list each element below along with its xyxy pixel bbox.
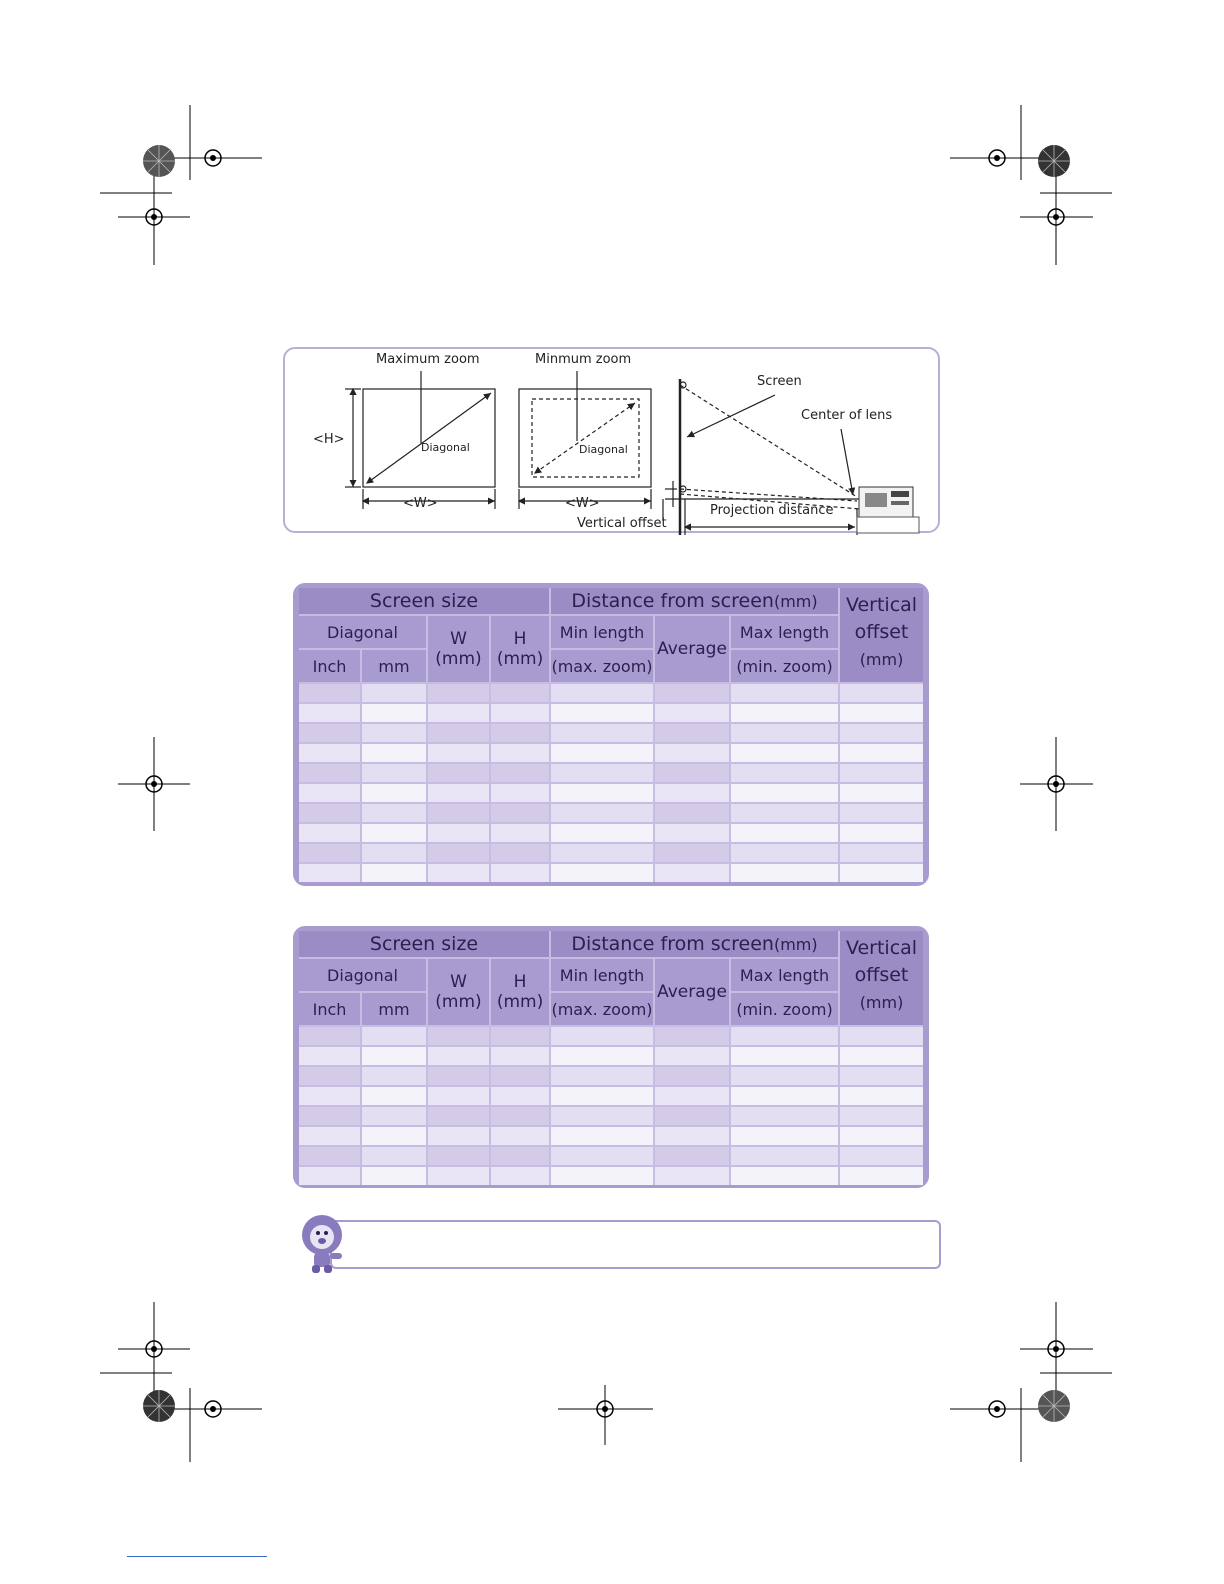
table-cell: [838, 1085, 923, 1105]
table-row: [299, 1145, 923, 1165]
table-cell: [549, 822, 653, 842]
projector-icon: [857, 487, 919, 533]
table-cell: [360, 682, 426, 702]
min-zoom-subheader: (min. zoom): [729, 648, 838, 682]
projection-distance-label: Projection distance: [710, 503, 834, 518]
table-2: [299, 931, 923, 1185]
table-row: [299, 1165, 923, 1185]
table-cell: [360, 842, 426, 862]
table-cell: [360, 782, 426, 802]
table-cell: [489, 722, 549, 742]
table-cell: [729, 1065, 838, 1085]
table-cell: [838, 1125, 923, 1145]
table-cell: [653, 1065, 729, 1085]
min-length-header: Min length: [549, 614, 653, 648]
table-cell: [299, 822, 360, 842]
vertical-offset-header: Vertical offset (mm): [838, 588, 923, 682]
note-box: [330, 1220, 941, 1269]
table-cell: [838, 1105, 923, 1125]
table-cell: [729, 762, 838, 782]
table-cell: [360, 1045, 426, 1065]
table-cell: [838, 682, 923, 702]
table-cell: [838, 1065, 923, 1085]
table-cell: [838, 1025, 923, 1045]
table-cell: [489, 842, 549, 862]
table-cell: [549, 1025, 653, 1045]
table-cell: [360, 802, 426, 822]
table-cell: [838, 722, 923, 742]
height-header: H (mm): [489, 614, 549, 682]
average-header: Average: [653, 957, 729, 1025]
table-row: [299, 862, 923, 882]
table-cell: [299, 742, 360, 762]
width-header: W (mm): [426, 957, 489, 1025]
table-cell: [489, 1165, 549, 1185]
table-cell: [729, 1145, 838, 1165]
table-cell: [360, 1085, 426, 1105]
inch-header: Inch: [299, 991, 360, 1025]
mm-header: mm: [360, 991, 426, 1025]
table-cell: [729, 1165, 838, 1185]
max-length-header: Max length: [729, 614, 838, 648]
projection-diagram-drawing: [285, 349, 942, 535]
table-cell: [838, 802, 923, 822]
table-cell: [299, 1065, 360, 1085]
table-cell: [426, 682, 489, 702]
table-cell: [426, 1105, 489, 1125]
table-row: [299, 762, 923, 782]
table-cell: [360, 1145, 426, 1165]
table-cell: [653, 702, 729, 722]
table-cell: [653, 842, 729, 862]
table-cell: [549, 702, 653, 722]
table-cell: [489, 1045, 549, 1065]
table-cell: [426, 722, 489, 742]
table-cell: [426, 702, 489, 722]
mm-header: mm: [360, 648, 426, 682]
table-cell: [549, 862, 653, 882]
table-cell: [299, 1085, 360, 1105]
table-cell: [838, 782, 923, 802]
table-cell: [360, 722, 426, 742]
table-cell: [549, 802, 653, 822]
table-row: [299, 802, 923, 822]
table-row: [299, 1045, 923, 1065]
diagonal-header: Diagonal: [299, 957, 426, 991]
table-cell: [426, 862, 489, 882]
min-zoom-label: Minmum zoom: [535, 352, 632, 367]
center-of-lens-label: Center of lens: [801, 408, 893, 423]
diagonal-label-min: Diagonal: [579, 443, 628, 456]
table-row: [299, 822, 923, 842]
table-cell: [489, 1025, 549, 1045]
table-cell: [729, 862, 838, 882]
table-cell: [838, 702, 923, 722]
footer-link-underline: [127, 1556, 267, 1557]
table-cell: [426, 822, 489, 842]
table-row: [299, 782, 923, 802]
table-cell: [426, 1065, 489, 1085]
table-cell: [489, 1105, 549, 1125]
table-cell: [653, 1165, 729, 1185]
table-cell: [426, 1125, 489, 1145]
distance-header: Distance from screen(mm): [549, 931, 838, 957]
max-zoom-subheader: (max. zoom): [549, 991, 653, 1025]
table-cell: [729, 682, 838, 702]
table-cell: [299, 1025, 360, 1045]
diagonal-header: Diagonal: [299, 614, 426, 648]
table-cell: [489, 1145, 549, 1165]
table-cell: [838, 1045, 923, 1065]
table-cell: [426, 742, 489, 762]
table-cell: [838, 842, 923, 862]
table-cell: [653, 762, 729, 782]
max-length-header: Max length: [729, 957, 838, 991]
table-cell: [489, 1065, 549, 1085]
table-cell: [653, 782, 729, 802]
table-cell: [299, 842, 360, 862]
table-cell: [729, 702, 838, 722]
table-cell: [549, 1105, 653, 1125]
height-label: <H>: [313, 432, 345, 447]
table-cell: [729, 1085, 838, 1105]
table-cell: [653, 1025, 729, 1045]
table-row: [299, 1125, 923, 1145]
table-2-body: [299, 1025, 923, 1185]
table-cell: [729, 1045, 838, 1065]
table-cell: [729, 722, 838, 742]
screen-label: Screen: [757, 374, 802, 389]
table-1-body: [299, 682, 923, 882]
table-cell: [360, 1105, 426, 1125]
lion-mascot-icon: [300, 1213, 348, 1275]
table-cell: [729, 842, 838, 862]
inch-header: Inch: [299, 648, 360, 682]
table-cell: [299, 1125, 360, 1145]
table-cell: [838, 762, 923, 782]
table-cell: [489, 822, 549, 842]
screen-size-header: Screen size: [299, 931, 549, 957]
table-row: [299, 1085, 923, 1105]
table-cell: [653, 1125, 729, 1145]
table-cell: [299, 722, 360, 742]
table-cell: [360, 762, 426, 782]
table-row: [299, 842, 923, 862]
table-cell: [549, 742, 653, 762]
table-cell: [489, 862, 549, 882]
table-cell: [549, 1145, 653, 1165]
table-cell: [299, 702, 360, 722]
table-cell: [360, 822, 426, 842]
table-cell: [489, 1125, 549, 1145]
table-row: [299, 742, 923, 762]
table-cell: [838, 822, 923, 842]
table-cell: [549, 1125, 653, 1145]
table-cell: [653, 742, 729, 762]
table-cell: [426, 1145, 489, 1165]
table-cell: [653, 682, 729, 702]
table-cell: [489, 1085, 549, 1105]
table-cell: [360, 1025, 426, 1045]
table-cell: [360, 1165, 426, 1185]
table-cell: [549, 782, 653, 802]
table-cell: [299, 762, 360, 782]
table-cell: [426, 1085, 489, 1105]
table-cell: [653, 1085, 729, 1105]
table-cell: [729, 1025, 838, 1045]
height-header: H (mm): [489, 957, 549, 1025]
table-cell: [426, 1045, 489, 1065]
table-cell: [549, 1045, 653, 1065]
table-cell: [299, 1165, 360, 1185]
table-cell: [729, 1125, 838, 1145]
table-cell: [838, 1165, 923, 1185]
spec-table-1: [293, 583, 929, 886]
distance-header: Distance from screen(mm): [549, 588, 838, 614]
max-zoom-subheader: (max. zoom): [549, 648, 653, 682]
width-header: W (mm): [426, 614, 489, 682]
table-cell: [360, 1125, 426, 1145]
table-cell: [426, 762, 489, 782]
table-row: [299, 1065, 923, 1085]
table-cell: [729, 742, 838, 762]
table-cell: [360, 1065, 426, 1085]
table-cell: [360, 702, 426, 722]
table-cell: [489, 702, 549, 722]
table-cell: [489, 742, 549, 762]
table-cell: [653, 1105, 729, 1125]
diagonal-label-max: Diagonal: [421, 441, 470, 454]
spec-table-2: [293, 926, 929, 1188]
table-cell: [299, 802, 360, 822]
table-1: [299, 588, 923, 882]
table-cell: [838, 862, 923, 882]
table-cell: [299, 862, 360, 882]
table-row: [299, 722, 923, 742]
table-cell: [653, 1045, 729, 1065]
table-row: [299, 1025, 923, 1045]
table-cell: [299, 1045, 360, 1065]
min-length-header: Min length: [549, 957, 653, 991]
table-cell: [549, 1165, 653, 1185]
table-cell: [549, 1065, 653, 1085]
vertical-offset-label: Vertical offset: [577, 516, 667, 531]
table-cell: [426, 782, 489, 802]
table-cell: [426, 842, 489, 862]
table-row: [299, 682, 923, 702]
vertical-offset-header: Vertical offset (mm): [838, 931, 923, 1025]
table-cell: [729, 802, 838, 822]
table-cell: [489, 682, 549, 702]
table-cell: [426, 802, 489, 822]
table-cell: [299, 782, 360, 802]
table-cell: [549, 1085, 653, 1105]
table-row: [299, 702, 923, 722]
table-cell: [299, 682, 360, 702]
average-header: Average: [653, 614, 729, 682]
width-label-min: <W>: [565, 496, 600, 511]
table-cell: [299, 1105, 360, 1125]
table-cell: [653, 722, 729, 742]
table-cell: [549, 762, 653, 782]
table-cell: [549, 682, 653, 702]
min-zoom-subheader: (min. zoom): [729, 991, 838, 1025]
table-cell: [653, 802, 729, 822]
table-row: [299, 1105, 923, 1125]
table-cell: [729, 782, 838, 802]
table-cell: [838, 742, 923, 762]
table-cell: [426, 1025, 489, 1045]
screen-size-header: Screen size: [299, 588, 549, 614]
table-cell: [489, 782, 549, 802]
max-zoom-label: Maximum zoom: [376, 352, 480, 367]
table-cell: [729, 1105, 838, 1125]
width-label-max: <W>: [403, 496, 438, 511]
table-cell: [838, 1145, 923, 1165]
table-cell: [653, 862, 729, 882]
table-cell: [360, 862, 426, 882]
table-cell: [489, 762, 549, 782]
projection-diagram: [283, 347, 940, 533]
table-cell: [729, 822, 838, 842]
table-cell: [653, 1145, 729, 1165]
table-cell: [549, 722, 653, 742]
table-cell: [360, 742, 426, 762]
table-cell: [549, 842, 653, 862]
table-cell: [299, 1145, 360, 1165]
table-cell: [653, 822, 729, 842]
table-cell: [426, 1165, 489, 1185]
table-cell: [489, 802, 549, 822]
